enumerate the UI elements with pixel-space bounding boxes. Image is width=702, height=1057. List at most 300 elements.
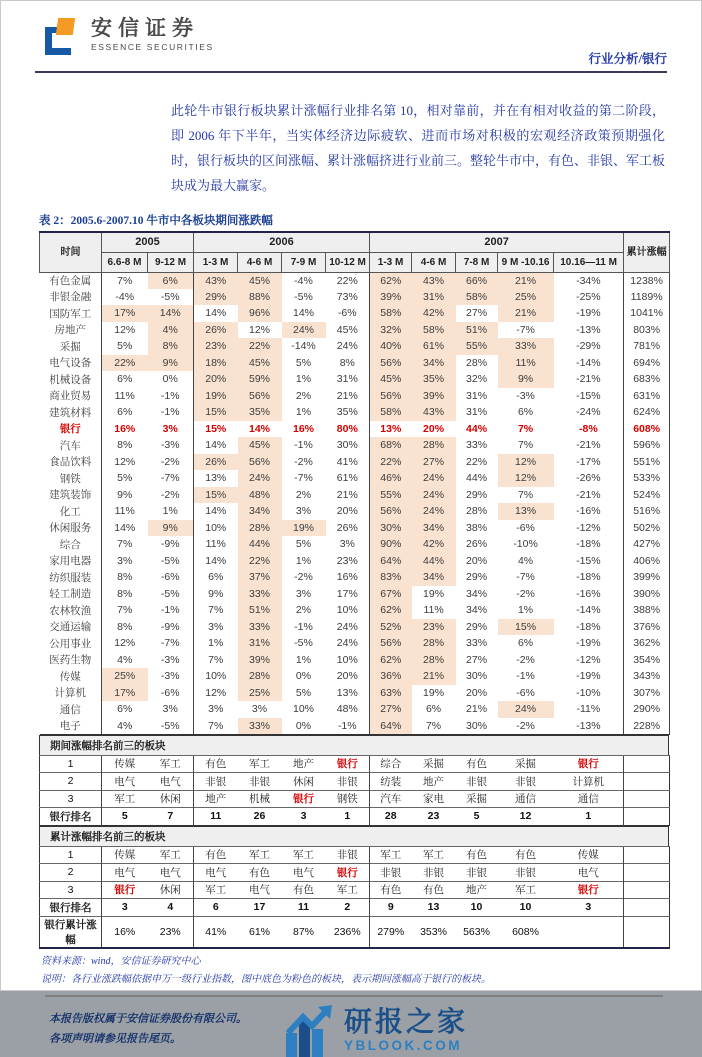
period-value-cell: -1%	[160, 604, 180, 617]
rank-value-cell: 电气	[194, 864, 238, 882]
period-value-cell: 6%	[102, 404, 148, 421]
period-value-cell: 12%	[194, 685, 238, 702]
cumulative-value-cell: 624%	[624, 404, 670, 421]
period-value-cell: 32%	[466, 373, 488, 386]
period-value-cell: 90%	[370, 536, 412, 553]
sector-row	[40, 701, 670, 718]
period-value-cell: -2%	[498, 718, 554, 735]
sector-row	[40, 635, 670, 652]
rank-table	[39, 755, 670, 826]
period-value-cell: 7%	[517, 488, 534, 501]
period-value-cell: -14%	[291, 340, 316, 353]
period-value-cell: -1%	[160, 406, 180, 419]
period-value-cell: 13%	[194, 470, 238, 487]
rank-value-cell: 军工	[238, 755, 282, 773]
period-value-cell: 63%	[370, 685, 412, 702]
sector-name-cell: 钢铁	[59, 473, 81, 485]
period-value-cell: 28%	[412, 437, 456, 454]
rank-value-cell: 银行	[326, 864, 370, 882]
cumulative-header: 累计涨幅	[624, 232, 670, 272]
period-value-cell: 2%	[295, 488, 312, 501]
rank-label-cell: 银行排名	[40, 808, 102, 826]
rank-value-cell: 非银	[326, 846, 370, 864]
sector-name-cell: 银行	[59, 424, 81, 436]
cumulative-value-cell: 399%	[624, 569, 670, 586]
rank-value-cell: 有色	[282, 881, 326, 899]
rank-value-cell: 563%	[456, 916, 498, 948]
sector-performance-table	[39, 231, 670, 735]
period-value-cell: -5%	[148, 718, 194, 735]
rank-value-cell: 5	[102, 808, 148, 826]
rank-label-cell: 银行累计涨幅	[40, 916, 102, 948]
rank-label-cell: 2	[40, 864, 102, 882]
sector-name-cell: 医药生物	[49, 655, 92, 667]
rank-value-cell: 11	[282, 899, 326, 917]
period-value-cell: 14%	[194, 305, 238, 322]
period-value-cell: 15%	[194, 421, 238, 438]
rank-value-cell: 地产	[282, 755, 326, 773]
cumulative-value-cell: 307%	[624, 685, 670, 702]
period-value-cell: 13%	[498, 503, 554, 520]
period-value-cell: 6%	[517, 637, 534, 650]
period-value-cell: 22%	[336, 274, 358, 287]
period-value-cell: -12%	[576, 521, 601, 534]
period-value-cell: 1%	[194, 635, 238, 652]
rank-value-cell: 电气	[148, 864, 194, 882]
period-value-cell: 29%	[466, 620, 488, 633]
period-value-cell: 42%	[412, 305, 456, 322]
period-value-cell: 8%	[102, 619, 148, 636]
rank-value-cell: 通信	[498, 790, 554, 808]
rank-value-cell: 非银	[370, 864, 412, 882]
rank-value-cell: 41%	[194, 916, 238, 948]
period-value-cell: 21%	[412, 668, 456, 685]
rank-label-cell: 1	[40, 755, 102, 773]
rank-label-cell: 3	[40, 881, 102, 899]
period-value-cell: 48%	[336, 703, 358, 716]
period-value-cell: -1%	[294, 620, 313, 633]
period-value-cell: 51%	[456, 322, 498, 339]
period-value-cell: 24%	[336, 620, 358, 633]
period-value-cell: -9%	[160, 620, 180, 633]
period-value-cell: 14%	[102, 520, 148, 537]
period-value-cell: 56%	[238, 388, 282, 405]
period-value-cell: 35%	[238, 404, 282, 421]
period-value-cell: -18%	[576, 538, 601, 551]
period-value-cell: 27%	[466, 653, 488, 666]
rank-row	[40, 755, 670, 773]
period-value-cell: 28%	[466, 505, 488, 518]
period-value-cell: 22%	[466, 455, 488, 468]
cumulative-value-cell: 683%	[624, 371, 670, 388]
rank-value-cell: 1	[326, 808, 370, 826]
period-value-cell: 22%	[370, 454, 412, 471]
period-value-cell: 59%	[238, 371, 282, 388]
sector-performance-table-wrap	[39, 231, 669, 735]
period-value-cell: 88%	[238, 289, 282, 306]
period-value-cell: 17%	[102, 685, 148, 702]
period-value-cell: 30%	[370, 520, 412, 537]
sector-row	[40, 569, 670, 586]
cumulative-value-cell: 427%	[624, 536, 670, 553]
rank-value-cell: 5	[456, 808, 498, 826]
period-value-cell: -3%	[160, 670, 180, 683]
period-value-cell: 21%	[466, 703, 488, 716]
period-value-cell: -14%	[576, 356, 601, 369]
period-value-cell: 20%	[466, 686, 488, 699]
period-value-cell: 12%	[102, 635, 148, 652]
period-value-cell: -3%	[160, 439, 180, 452]
rank-value-cell: 12	[498, 808, 554, 826]
rank-value-cell: 353%	[412, 916, 456, 948]
rank-value-cell: 军工	[238, 846, 282, 864]
period-value-cell: 24%	[336, 637, 358, 650]
essence-logo-icon	[45, 17, 81, 57]
sector-name-cell: 建筑装饰	[49, 490, 92, 502]
period-value-cell: 14%	[293, 307, 315, 320]
rank-value-cell: 608%	[498, 916, 554, 948]
period-value-cell: 22%	[102, 355, 148, 372]
period-value-cell: -6%	[160, 686, 180, 699]
sector-row	[40, 404, 670, 421]
rank-empty-cell	[624, 864, 670, 882]
period-value-cell: 43%	[412, 404, 456, 421]
sector-row	[40, 685, 670, 702]
period-value-cell: 7%	[194, 652, 238, 669]
period-value-cell: 19%	[423, 686, 445, 699]
period-value-cell: 4%	[102, 652, 148, 669]
period-value-cell: 2%	[295, 604, 312, 617]
period-value-cell: 42%	[412, 536, 456, 553]
period-value-cell: 58%	[456, 289, 498, 306]
report-footer	[49, 1005, 701, 1057]
period-value-cell: 41%	[336, 455, 358, 468]
rank-label-cell: 3	[40, 790, 102, 808]
period-value-cell: 68%	[370, 437, 412, 454]
period-value-cell: 35%	[412, 371, 456, 388]
period-value-cell: 28%	[238, 668, 282, 685]
cumulative-value-cell: 631%	[624, 388, 670, 405]
period-value-cell: 33%	[238, 718, 282, 735]
period-value-cell: 14%	[194, 553, 238, 570]
period-value-cell: 27%	[370, 701, 412, 718]
rank-value-cell: 非银	[498, 773, 554, 791]
table-header-period: 9-12 M	[148, 252, 194, 272]
period-value-cell: 1%	[295, 373, 312, 386]
sector-name-cell: 机械设备	[49, 374, 92, 386]
period-value-cell: 62%	[370, 652, 412, 669]
rank-row	[40, 846, 670, 864]
period-value-cell: -15%	[576, 554, 601, 567]
rank-value-cell: 银行	[282, 790, 326, 808]
cumulative-value-cell: 343%	[624, 668, 670, 685]
period-value-cell: 1%	[295, 653, 312, 666]
table-header-period: 7-9 M	[282, 252, 326, 272]
rank-value-cell: 23	[412, 808, 456, 826]
period-value-cell: 56%	[370, 355, 412, 372]
brand-logo	[45, 17, 214, 57]
period-value-cell: -7%	[160, 472, 180, 485]
period-value-cell: 31%	[466, 406, 488, 419]
period-value-cell: 24%	[238, 470, 282, 487]
period-value-cell: -15%	[576, 389, 601, 402]
rank-value-cell: 非银	[412, 864, 456, 882]
period-value-cell: 11%	[423, 604, 444, 617]
cumulative-value-cell: 608%	[624, 421, 670, 438]
period-value-cell: 28%	[412, 635, 456, 652]
rank-value-cell: 26	[238, 808, 282, 826]
period-value-cell: -16%	[576, 505, 601, 518]
period-value-cell: 5%	[102, 338, 148, 355]
rank-value-cell: 87%	[282, 916, 326, 948]
period-value-cell: -10%	[513, 538, 538, 551]
period-value-cell: -5%	[160, 290, 180, 303]
period-value-cell: 52%	[370, 619, 412, 636]
brand-text	[91, 17, 214, 52]
sector-row	[40, 272, 670, 289]
period-value-cell: 12%	[498, 470, 554, 487]
period-value-cell: 25%	[498, 289, 554, 306]
period-value-cell: -6%	[337, 307, 357, 320]
period-value-cell: 0%	[295, 670, 312, 683]
arrow-up-icon	[286, 1005, 336, 1057]
period-value-cell: 3%	[295, 587, 312, 600]
sector-name-cell: 食品饮料	[49, 457, 92, 469]
period-value-cell: -21%	[576, 488, 601, 501]
sector-name-cell: 化工	[59, 506, 81, 518]
period-value-cell: 20%	[336, 505, 358, 518]
period-value-cell: -2%	[160, 455, 180, 468]
sector-row	[40, 305, 670, 322]
period-value-cell: 6%	[102, 701, 148, 718]
copyright-line-2: 各项声明请参见报告尾页。	[49, 1032, 181, 1045]
sector-name-cell: 家用电器	[49, 556, 92, 568]
period-value-cell: 64%	[370, 553, 412, 570]
rank-label-cell: 2	[40, 773, 102, 791]
period-value-cell: -24%	[576, 406, 601, 419]
rank-empty-cell	[624, 899, 670, 917]
period-value-cell: -3%	[516, 389, 535, 402]
rank-value-cell: 3	[282, 808, 326, 826]
period-value-cell: 5%	[295, 538, 312, 551]
rank-area	[1, 735, 701, 949]
period-value-cell: 32%	[370, 322, 412, 339]
sector-row	[40, 437, 670, 454]
rank-empty-cell	[624, 846, 670, 864]
period-value-cell: 21%	[498, 272, 554, 289]
period-value-cell: 39%	[412, 388, 456, 405]
sector-row	[40, 289, 670, 306]
sector-row	[40, 536, 670, 553]
period-value-cell: 7%	[102, 602, 148, 619]
period-value-cell: 45%	[370, 371, 412, 388]
rank-value-cell: 电气	[238, 881, 282, 899]
rank-value-cell: 6	[194, 899, 238, 917]
period-value-cell: 56%	[370, 635, 412, 652]
rank-value-cell: 电气	[102, 773, 148, 791]
rank-value-cell: 61%	[238, 916, 282, 948]
intro-paragraph: 此轮牛市银行板块累计涨幅行业排名第 10，相对靠前，并在有相对收益的第二阶段，即 2006 年下半年，当实体经济边际疲软、进而市场对积极的宏观经济政策预期强化时，银行板块的区间涨幅、累计涨幅挤进行业前三。整轮牛市中，有色、非银、军工板块成为最大赢家。	[171, 103, 666, 193]
period-value-cell: 15%	[194, 487, 238, 504]
period-value-cell: 14%	[148, 305, 194, 322]
period-value-cell: -7%	[294, 472, 313, 485]
period-value-cell: 80%	[336, 422, 358, 435]
sector-row	[40, 355, 670, 372]
period-value-cell: 34%	[466, 604, 488, 617]
period-value-cell: -21%	[576, 373, 601, 386]
period-value-cell: 24%	[412, 470, 456, 487]
period-value-cell: 44%	[238, 536, 282, 553]
table-header-year: 2007	[370, 232, 624, 252]
rank-value-cell: 有色	[456, 846, 498, 864]
period-value-cell: 48%	[238, 487, 282, 504]
rank-value-cell: 非银	[456, 773, 498, 791]
copyright-line-1: 本报告版权属于安信证券股份有限公司。	[49, 1012, 247, 1025]
rank-value-cell: 银行	[554, 881, 624, 899]
period-value-cell: 26%	[336, 521, 358, 534]
period-value-cell: 7%	[517, 422, 534, 435]
cumulative-value-cell: 388%	[624, 602, 670, 619]
period-value-cell: -1%	[160, 389, 180, 402]
rank-value-cell: 军工	[370, 846, 412, 864]
rank-value-cell: 地产	[412, 773, 456, 791]
period-value-cell: -10%	[576, 686, 601, 699]
cumulative-value-cell: 781%	[624, 338, 670, 355]
sector-row	[40, 718, 670, 735]
rank-value-cell: 军工	[282, 846, 326, 864]
rank-label-cell: 1	[40, 846, 102, 864]
rank-value-cell: 军工	[498, 881, 554, 899]
period-value-cell: 56%	[238, 454, 282, 471]
period-value-cell: 0%	[282, 718, 326, 735]
rank-empty-cell	[624, 755, 670, 773]
period-value-cell: -2%	[294, 571, 313, 584]
rank-value-cell: 有色	[194, 755, 238, 773]
period-value-cell: -34%	[576, 274, 601, 287]
period-value-cell: -1%	[294, 439, 313, 452]
rank-value-cell: 银行	[554, 755, 624, 773]
sector-name-cell: 休闲服务	[49, 523, 92, 535]
brand-name-en: ESSENCE SECURITIES	[91, 42, 214, 53]
period-value-cell: 35%	[336, 406, 358, 419]
report-category: 行业分析/银行	[588, 52, 667, 66]
period-value-cell: -7%	[516, 323, 535, 336]
rank-value-cell: 有色	[412, 881, 456, 899]
period-value-cell: 62%	[370, 602, 412, 619]
rank-value-cell: 采掘	[498, 755, 554, 773]
period-value-cell: 3%	[162, 422, 178, 435]
sector-name-cell: 通信	[59, 704, 81, 716]
period-value-cell: 0%	[162, 373, 178, 386]
period-value-cell: 33%	[466, 439, 488, 452]
period-value-cell: 21%	[498, 305, 554, 322]
period-value-cell: 8%	[102, 586, 148, 603]
period-value-cell: 3%	[251, 703, 268, 716]
table-header-period: 10.16—11 M	[554, 252, 624, 272]
period-value-cell: 7%	[194, 718, 238, 735]
rank-section-title: 期间涨幅排名前三的板块	[39, 735, 669, 755]
sector-name-cell: 国防军工	[49, 308, 92, 320]
table-header-period: 1-3 M	[370, 252, 412, 272]
period-value-cell: 34%	[412, 520, 456, 537]
period-value-cell: 24%	[336, 340, 358, 353]
period-value-cell: 3%	[194, 701, 238, 718]
sector-name-cell: 传媒	[59, 671, 81, 683]
period-value-cell: 22%	[238, 553, 282, 570]
rank-value-cell: 综合	[370, 755, 412, 773]
sector-name-cell: 电气设备	[49, 358, 92, 370]
rank-value-cell: 7	[148, 808, 194, 826]
rank-value-cell: 军工	[102, 790, 148, 808]
period-value-cell: 29%	[466, 571, 488, 584]
source-note: 资料来源：wind，安信证券研究中心	[41, 955, 201, 967]
period-value-cell: 3%	[102, 553, 148, 570]
rank-value-cell: 10	[456, 899, 498, 917]
period-value-cell: -5%	[160, 554, 180, 567]
period-value-cell: 17%	[102, 305, 148, 322]
period-value-cell: 39%	[370, 289, 412, 306]
rank-value-cell: 军工	[148, 846, 194, 864]
period-value-cell: 30%	[456, 718, 498, 735]
period-value-cell: 7%	[102, 272, 148, 289]
period-value-cell: 28%	[466, 356, 488, 369]
rank-table	[39, 846, 670, 949]
period-value-cell: -1%	[516, 670, 535, 683]
period-value-cell: -26%	[576, 472, 601, 485]
table-header-period: 4-6 M	[238, 252, 282, 272]
period-value-cell: 45%	[336, 323, 358, 336]
rank-value-cell: 传媒	[554, 846, 624, 864]
period-value-cell: 1%	[295, 554, 312, 567]
period-value-cell: 26%	[194, 322, 238, 339]
rank-value-cell: 10	[498, 899, 554, 917]
rank-value-cell: 236%	[326, 916, 370, 948]
rank-row	[40, 808, 670, 826]
rank-value-cell: 电气	[102, 864, 148, 882]
sector-row	[40, 652, 670, 669]
period-value-cell: 11%	[194, 536, 238, 553]
period-value-cell: 5%	[102, 470, 148, 487]
rank-row	[40, 773, 670, 791]
period-value-cell: 22%	[238, 338, 282, 355]
period-value-cell: 23%	[412, 619, 456, 636]
period-value-cell: 44%	[466, 422, 488, 435]
rank-empty-cell	[624, 881, 670, 899]
period-value-cell: 39%	[238, 652, 282, 669]
period-value-cell: 25%	[102, 668, 148, 685]
period-value-cell: 16%	[102, 421, 148, 438]
period-value-cell: 4%	[148, 322, 194, 339]
period-value-cell: 19%	[194, 388, 238, 405]
cumulative-value-cell: 551%	[624, 454, 670, 471]
sector-row	[40, 602, 670, 619]
period-value-cell: 12%	[102, 322, 148, 339]
rank-section-title: 累计涨幅排名前三的板块	[39, 826, 669, 846]
period-value-cell: 96%	[238, 305, 282, 322]
period-value-cell: 31%	[336, 373, 358, 386]
period-value-cell: 24%	[282, 322, 326, 339]
period-value-cell: -18%	[576, 571, 601, 584]
rank-value-cell: 机械	[238, 790, 282, 808]
period-value-cell: 9%	[148, 520, 194, 537]
rank-value-cell: 有色	[456, 755, 498, 773]
rank-value-cell: 电气	[282, 864, 326, 882]
sector-name-cell: 农林牧渔	[49, 605, 92, 617]
sector-name-cell: 公用事业	[49, 638, 92, 650]
logo-orange-shape	[56, 18, 75, 35]
rank-value-cell: 采掘	[456, 790, 498, 808]
period-value-cell: 13%	[370, 421, 412, 438]
